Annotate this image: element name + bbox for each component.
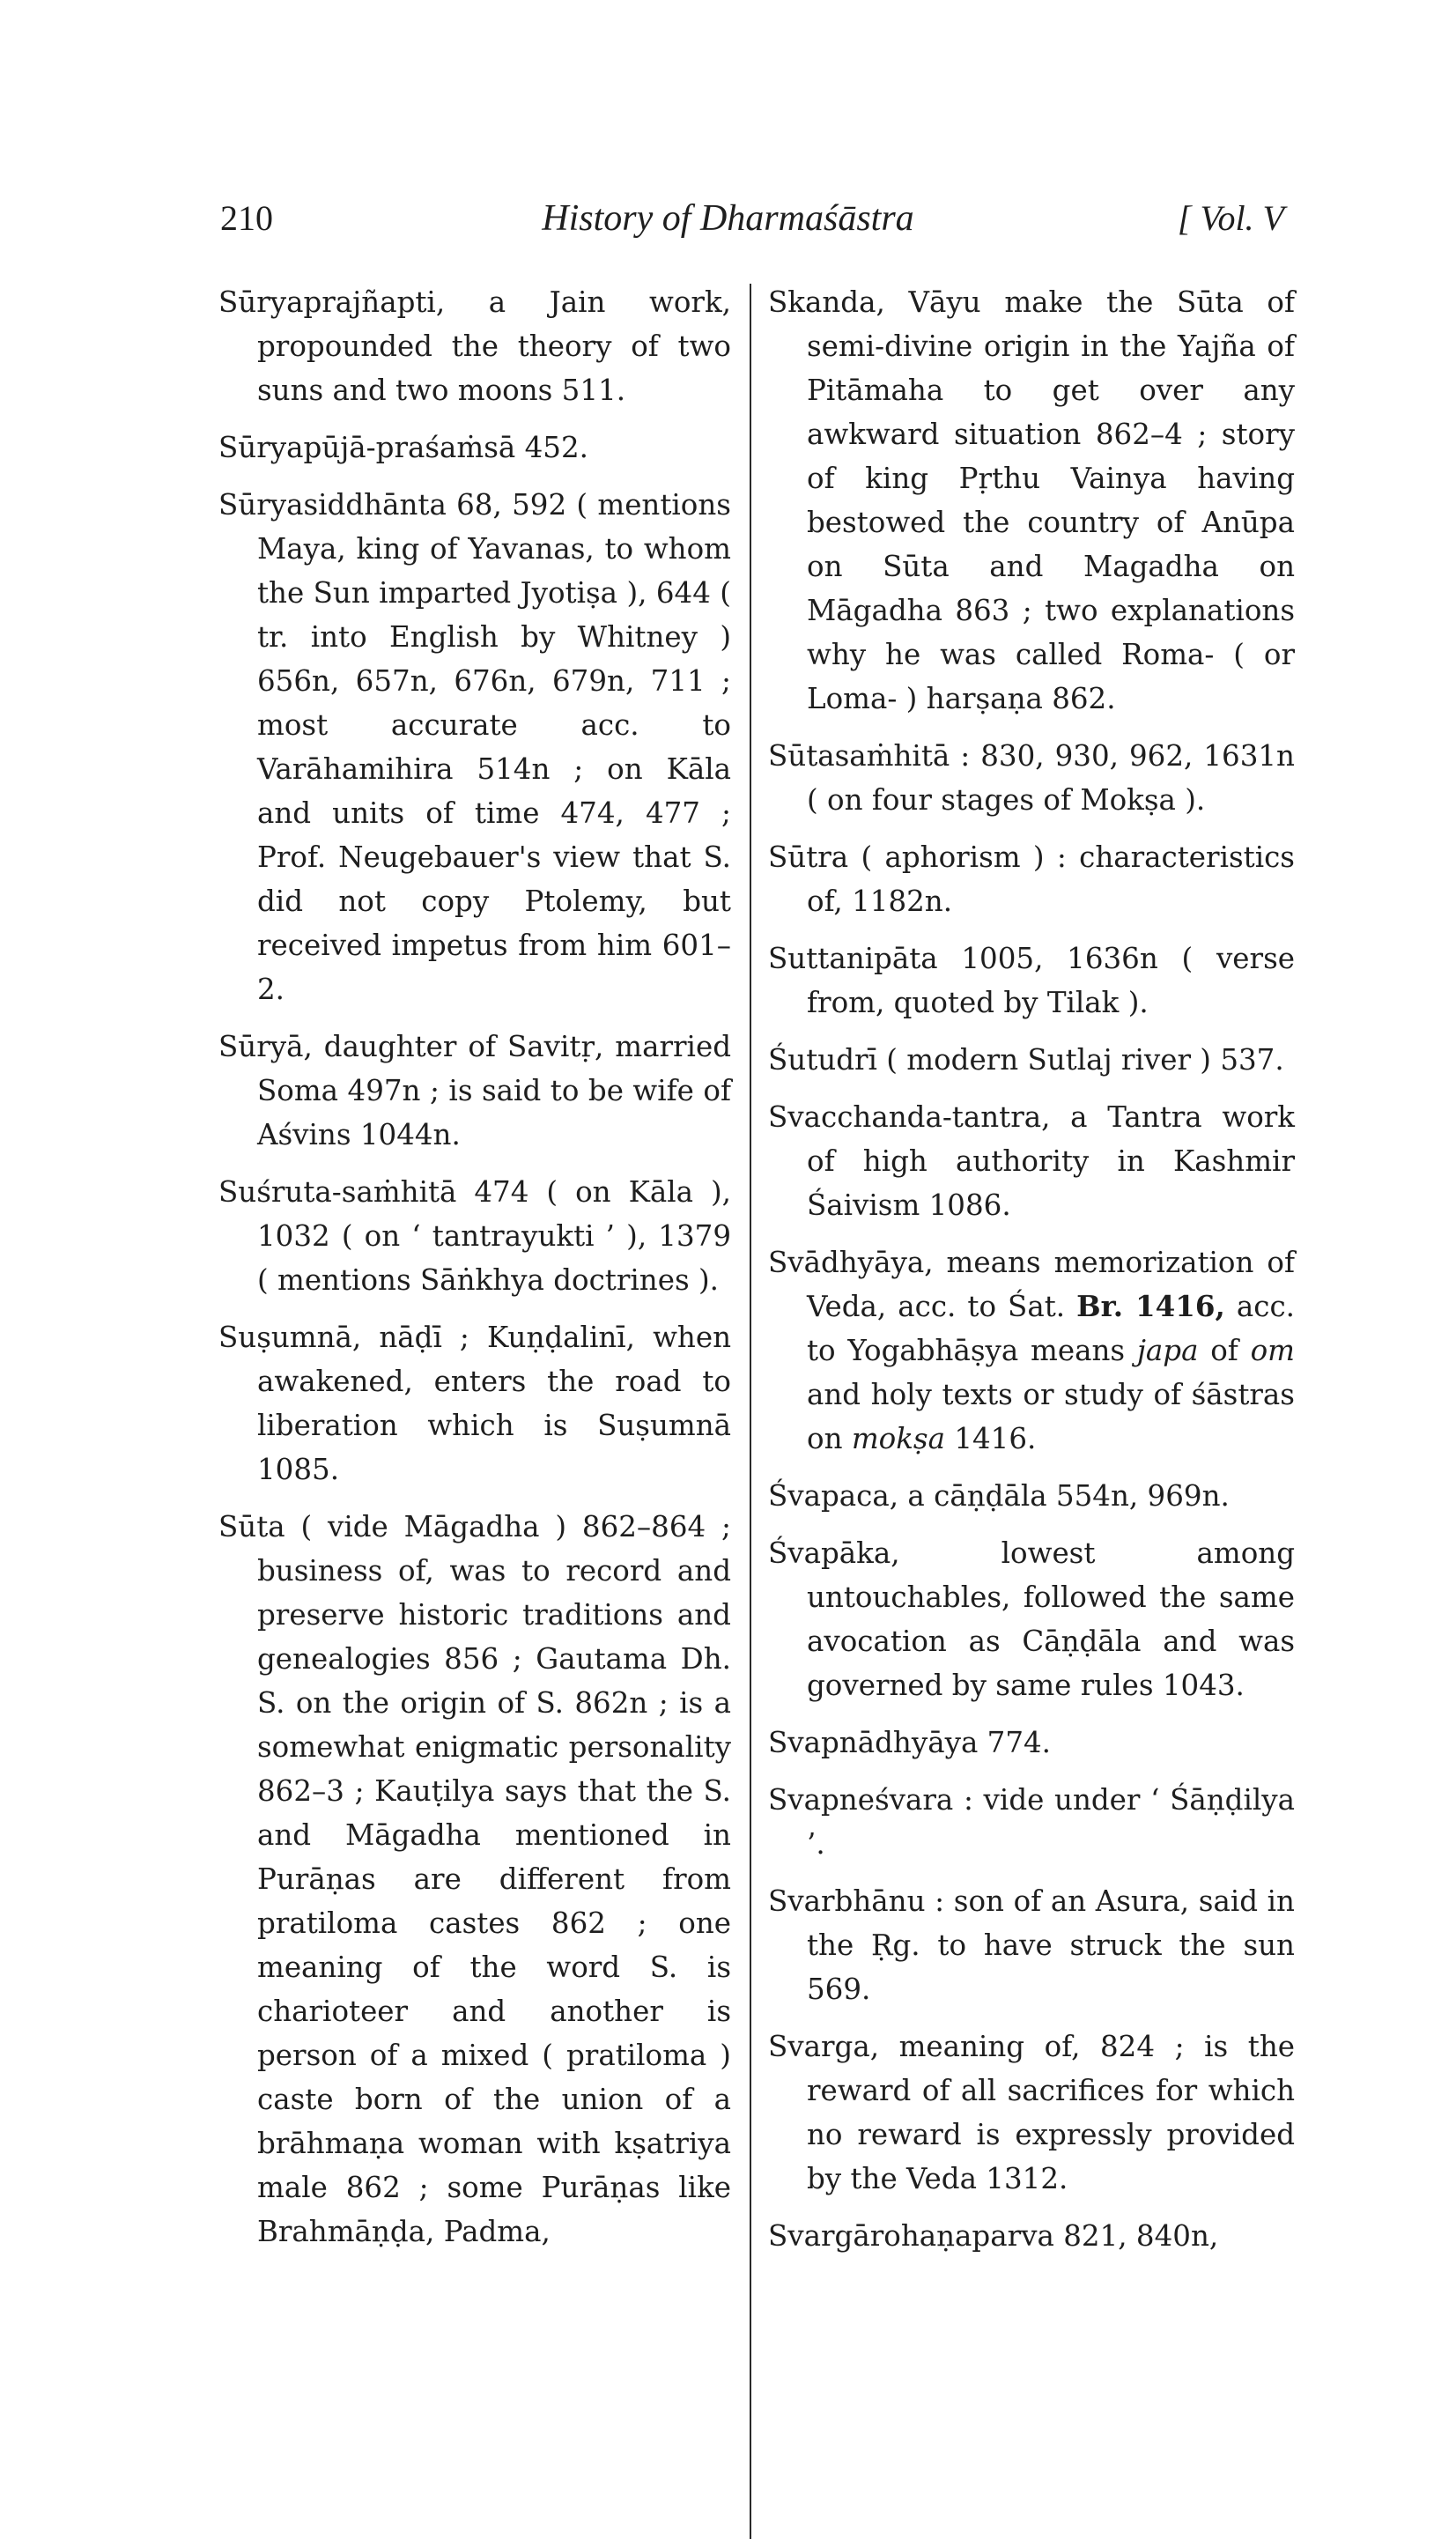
index-entry: Svargārohaṇaparva 821, 840n, bbox=[768, 2219, 1219, 2253]
index-entry: Skanda, Vāyu make the Sūta of semi-divine origin in the Yajña of Pitāmaha to get over any awkward situation 862–4 ; story of king Pṛthu Vainya having bestowed the country of Anūpa on Sūta and Magadha on Māgadha 863 ; two explanations why he was called Roma- ( or Loma- ) harṣaṇa 862. bbox=[768, 285, 1295, 715]
page-number: 210 bbox=[220, 198, 273, 238]
entry-text: 1416. bbox=[954, 1422, 1037, 1455]
index-entry: Śvapāka, lowest among untouchables, followed the same avocation as Cāṇḍāla and was governed by same rules 1043. bbox=[768, 1536, 1295, 1702]
index-entry: Śutudrī ( modern Sutlaj river ) 537. bbox=[768, 1043, 1284, 1077]
entry-text: acc. to Yogabhāṣya means bbox=[807, 1290, 1295, 1367]
running-title: History of Dharmaśāstra bbox=[542, 198, 914, 239]
column-divider bbox=[750, 284, 751, 2539]
index-entry: Svapnādhyāya 774. bbox=[768, 1726, 1052, 1759]
entry-italic-term: japa bbox=[1136, 1334, 1199, 1367]
index-entry: Svacchanda-tantra, a Tantra work of high authority in Kashmir Śaivism 1086. bbox=[768, 1100, 1295, 1222]
right-column bbox=[768, 280, 1295, 2271]
index-entry: Svarga, meaning of, 824 ; is the reward of all sacrifices for which no reward is expressly provided by the Veda 1312. bbox=[768, 2030, 1295, 2195]
index-entry: Sūtasaṁhitā : 830, 930, 962, 1631n ( on four stages of Mokṣa ). bbox=[768, 739, 1295, 817]
page-header bbox=[0, 192, 1456, 245]
entry-text: Svādhyāya, means memorization of Veda, acc. to Śat. bbox=[768, 1246, 1295, 1323]
index-entry: Svarbhānu : son of an Asura, said in the Ṛg. to have struck the sun 569. bbox=[768, 1884, 1295, 2006]
index-entry: Sūryapūjā-praśaṁsā 452. bbox=[218, 431, 588, 464]
index-entry: Sūryā, daughter of Savitṛ, married Soma 497n ; is said to be wife of Aśvins 1044n. bbox=[218, 1030, 731, 1151]
index-entry: Suśruta-saṁhitā 474 ( on Kāla ), 1032 ( on ‘ tantrayukti ’ ), 1379 ( mentions Sāṅkhya doctrines ). bbox=[218, 1175, 731, 1297]
index-entry: Sūryaprajñapti, a Jain work, propounded the theory of two suns and two moons 511. bbox=[218, 285, 731, 407]
entry-italic-term: mokṣa bbox=[851, 1422, 945, 1455]
volume-label: [ Vol. V bbox=[1177, 198, 1284, 238]
entry-text: and holy texts or study of śāstras on bbox=[807, 1378, 1295, 1455]
index-entry: Svapneśvara : vide under ‘ Śāṇḍilya ’. bbox=[768, 1783, 1295, 1861]
index-entry: Sūryasiddhānta 68, 592 ( mentions Maya, king of Yavanas, to whom the Sun imparted Jyotiṣa ), 644 ( tr. into English by Whitney ) 656n, 657n, 676n, 679n, 711 ; most accurate acc. to Varāhamihira 514n ; on Kāla and units of time 474, 477 ; Prof. Neugebauer's view that S. did not copy Ptolemy, but received impetus from him 601–2. bbox=[218, 488, 731, 1006]
index-entry: Śvapaca, a cāṇḍāla 554n, 969n. bbox=[768, 1479, 1230, 1513]
index-entry: Sūta ( vide Māgadha ) 862–864 ; business of, was to record and preserve historic traditions and genealogies 856 ; Gautama Dh. S. on the origin of S. 862n ; is a somewhat enigmatic personality 862–3 ; Kauṭilya says that the S. and Māgadha mentioned in Purāṇas are different from pratiloma castes 862 ; one meaning of the word S. is charioteer and another is person of a mixed ( pratiloma ) caste born of the union of a brāhmaṇa woman with kṣatriya male 862 ; some Purāṇas like Brahmāṇḍa, Padma, bbox=[218, 1510, 731, 2248]
index-entry: Suṣumnā, nāḍī ; Kuṇḍalinī, when awakened, enters the road to liberation which is Suṣumnā 1085. bbox=[218, 1321, 731, 1486]
index-entry: Suttanipāta 1005, 1636n ( verse from, quoted by Tilak ). bbox=[768, 942, 1295, 1019]
entry-bold-ref: Br. 1416, bbox=[1076, 1289, 1225, 1323]
index-entry-svadhyaya bbox=[768, 1240, 1295, 1461]
entry-italic-term: om bbox=[1250, 1334, 1295, 1367]
entry-text: of bbox=[1210, 1334, 1238, 1367]
index-entry: Sūtra ( aphorism ) : characteristics of, 1182n. bbox=[768, 840, 1295, 918]
left-column bbox=[218, 280, 731, 2267]
